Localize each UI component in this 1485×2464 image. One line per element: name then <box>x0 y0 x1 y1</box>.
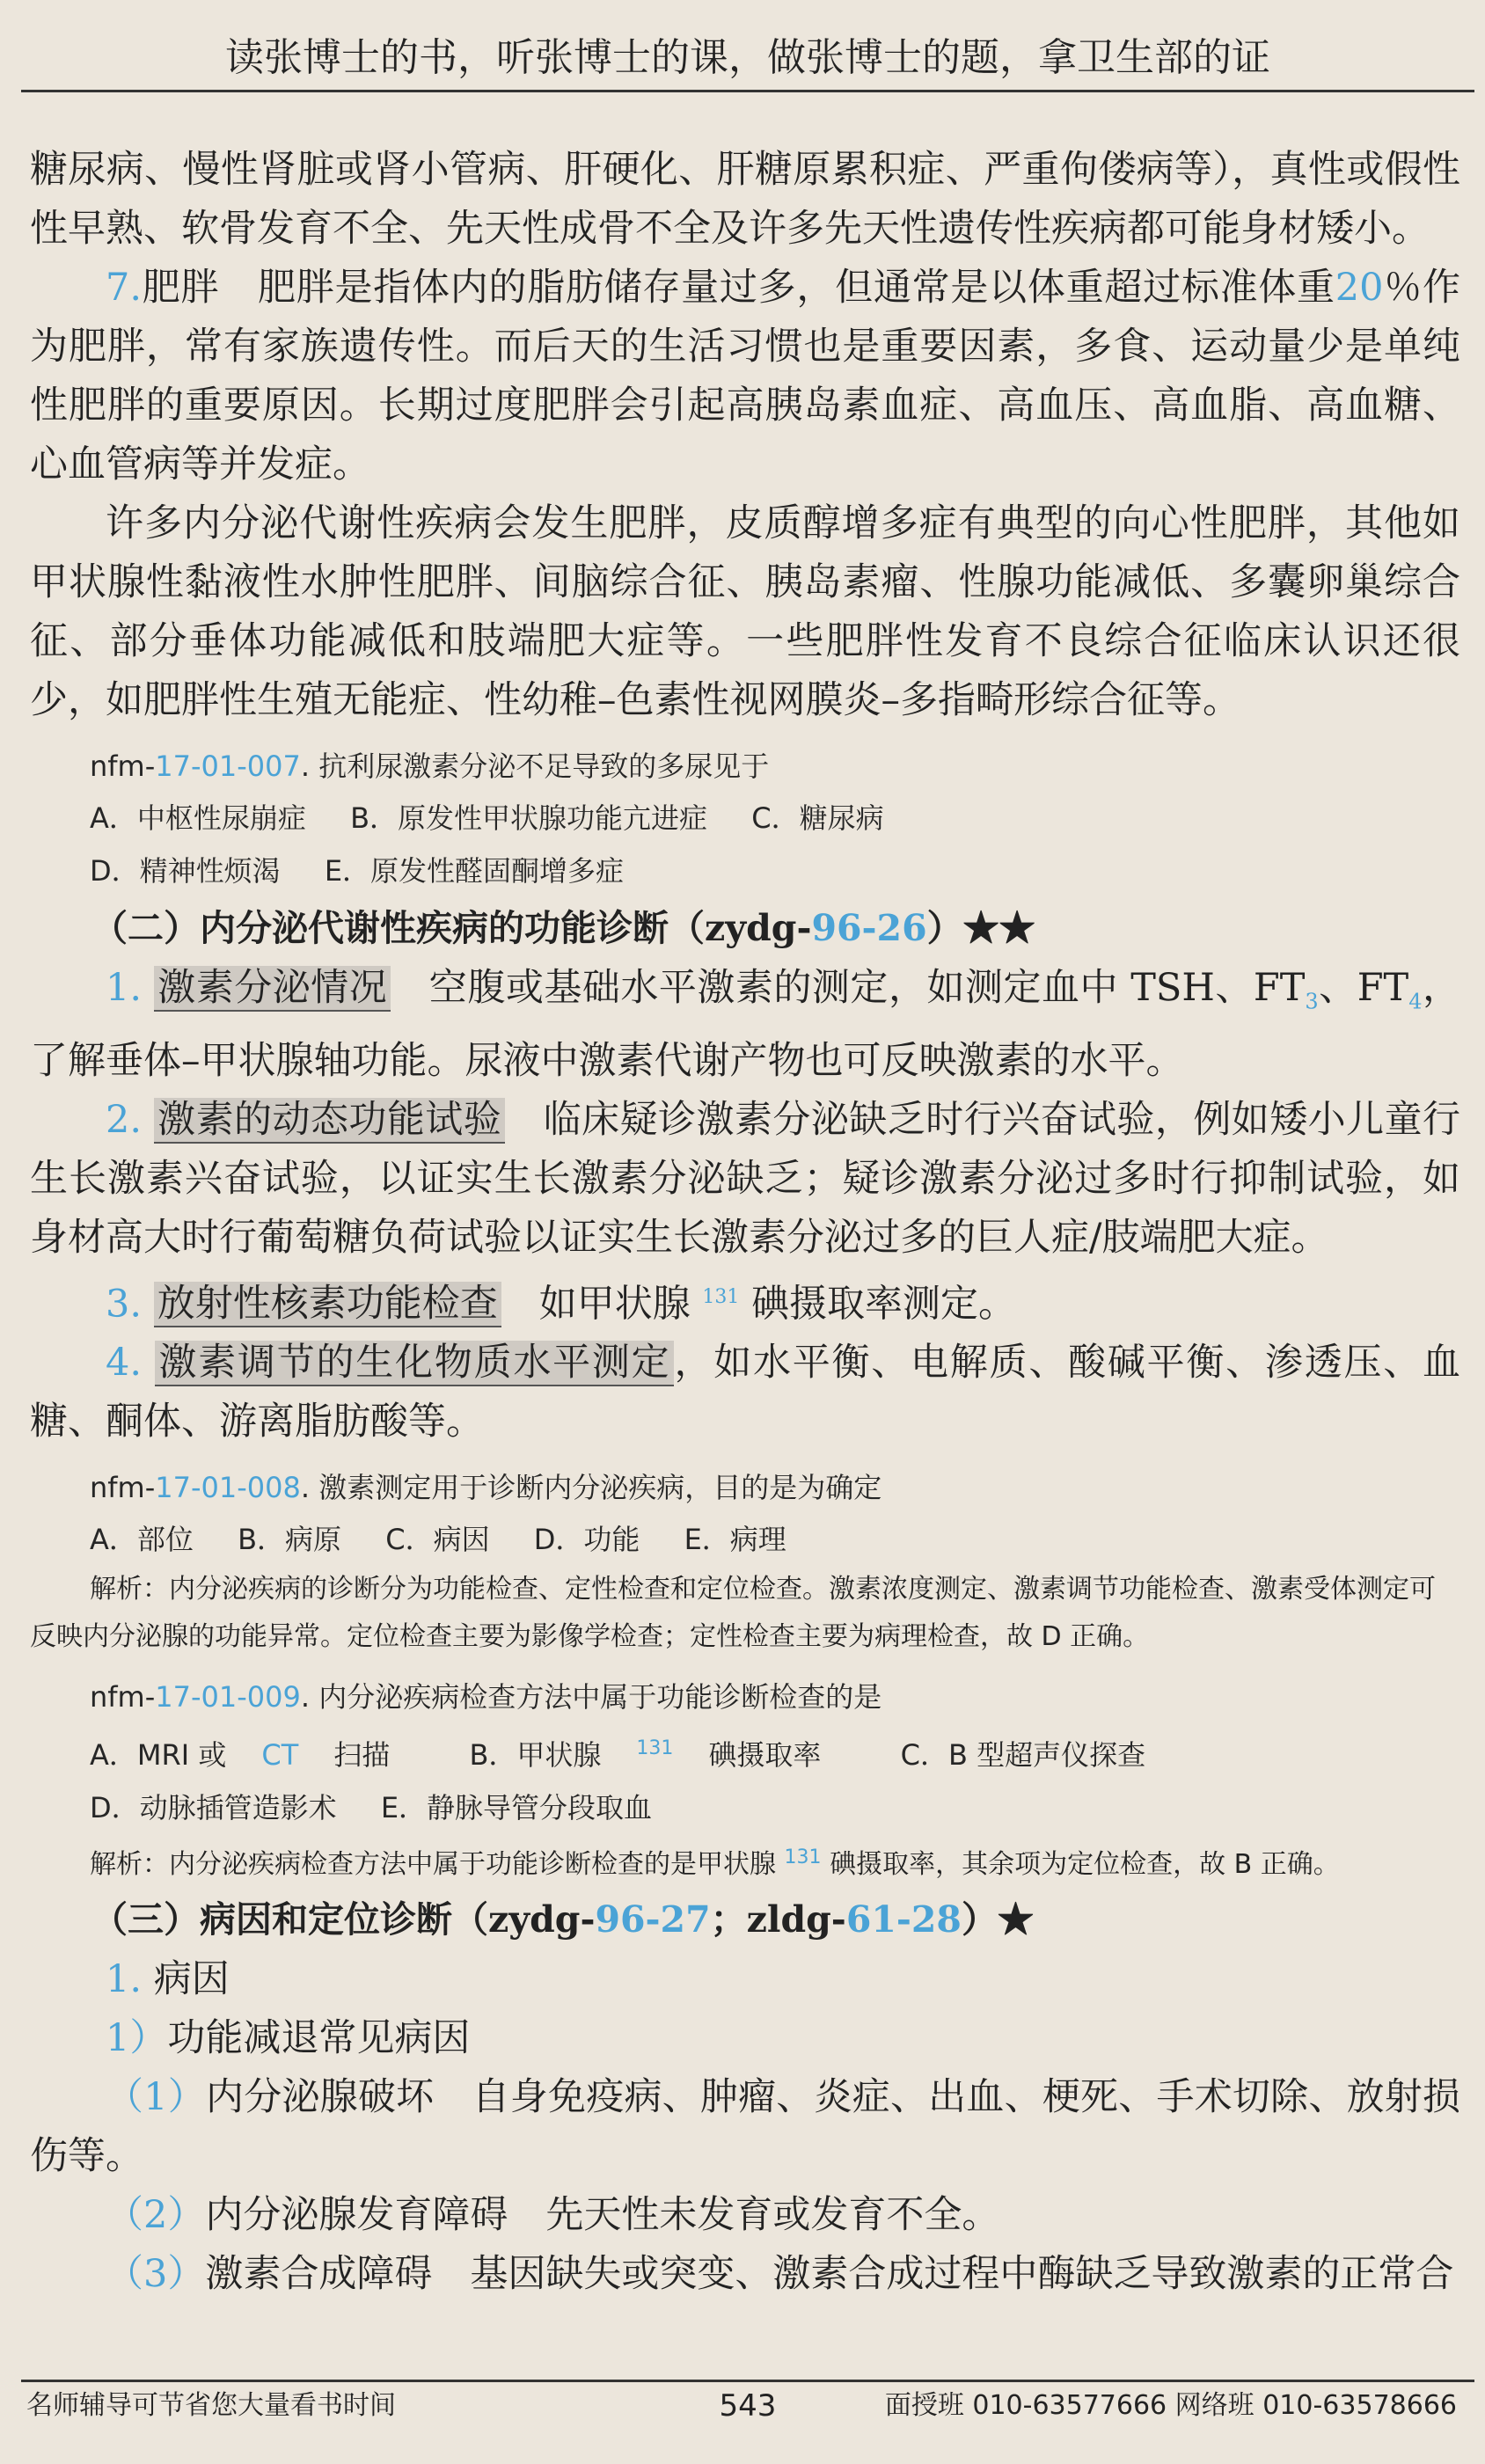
option-c: C．B 型超声仪探查 <box>900 1737 1146 1772</box>
item-dynamic-function-test: 2. 激素的动态功能试验 临床疑诊激素分泌缺乏时行兴奋试验，例如矮小儿童行生长激素兴奋试验，以证实生长激素分泌缺乏；疑诊激素分泌过多时行抑制试验，如身材高大时行葡萄糖负荷试验以证实生长激素分泌过多的巨人症/肢端肥大症。 <box>30 1097 1461 1260</box>
question-options-008 <box>30 1513 1460 1566</box>
item-radionuclide-test: 3. 放射性核素功能检查 如甲状腺 $^{131}$ 碘摄取率测定。 <box>106 1281 1017 1326</box>
option-e: E．病理 <box>684 1522 786 1556</box>
percent-value: 20 <box>1335 266 1384 310</box>
option-a: A．中枢性尿崩症 <box>90 801 306 835</box>
heading-etiology: 1. 病因 <box>106 1956 230 2001</box>
highlighted-term: 激素调节的生化物质水平测定 <box>155 1341 674 1386</box>
question-code: 17-01-009 <box>155 1679 301 1714</box>
footer-contact: 面授班 010-63577666 网络班 010-63578666 <box>884 2390 1457 2421</box>
item-biochemical-level: 4. 激素调节的生化物质水平测定，如水平衡、电解质、酸碱平衡、渗透压、血糖、酮体、游离脂肪酸等。 <box>30 1340 1461 1444</box>
question-options-007-row2 <box>30 844 1460 897</box>
page-footer <box>21 2380 1474 2426</box>
analysis-008: 解析：内分泌疾病的诊断分为功能检查、定性检查和定位检查。激素浓度测定、激素调节功能检查、激素受体测定可反映内分泌腺的功能异常。定位检查主要为影像学检查；定性检查主要为病理检查，故 D 正确。 <box>30 1573 1436 1652</box>
question-options-009-row2 <box>30 1781 1460 1834</box>
paragraph-obesity: 7.肥胖 肥胖是指体内的脂肪储存量过多，但通常是以体重超过标准体重20％作为肥胖，常有家族遗传性。而后天的生活习惯也是重要因素，多食、运动量少是单纯性肥胖的重要原因。长期过度肥胖会引起高胰岛素血症、高血压、高血脂、高血糖、心血管病等并发症。 <box>30 266 1461 486</box>
option-d: D．功能 <box>533 1522 640 1556</box>
analysis-009: 解析：内分泌疾病检查方法中属于功能诊断检查的是甲状腺 $^{131}$ 碘摄取率，其余项为定位检查，故 B 正确。 <box>90 1846 1340 1880</box>
paragraph-endocrine-obesity: 许多内分泌代谢性疾病会发生肥胖，皮质醇增多症有典型的向心性肥胖，其他如甲状腺性黏液性水肿性肥胖、间脑综合征、胰岛素瘤、性腺功能减低、多囊卵巢综合征、部分垂体功能减低和肢端肥大症等。一些肥胖性发育不良综合征临床认识还很少，如肥胖性生殖无能症、性幼稚–色素性视网膜炎–多指畸形综合征等。 <box>30 501 1460 722</box>
option-d: D．精神性烦渴 <box>90 854 281 888</box>
option-c: C．病因 <box>385 1522 490 1556</box>
cause-gland-dysplasia: （2）内分泌腺发育障碍 先天性未发育或发育不全。 <box>106 2192 1000 2237</box>
highlighted-term: 激素分泌情况 <box>154 966 391 1012</box>
page-number: 543 <box>719 2388 777 2424</box>
heading-hypofunction-causes: 1）功能减退常见病因 <box>106 2015 471 2060</box>
page-content <box>30 141 1460 2304</box>
item-hormone-secretion: 1. 激素分泌情况 空腹或基础水平激素的测定，如测定血中 TSH、$FT_3$、$FT_4$，了解垂体–甲状腺轴功能。尿液中激素代谢产物也可反映激素的水平。 <box>30 966 1461 1083</box>
question-stem-009: nfm-17-01-009. 内分泌疾病检查方法中属于功能诊断检查的是 <box>90 1679 882 1714</box>
option-a: A．部位 <box>90 1522 194 1556</box>
question-stem-008: nfm-17-01-008. 激素测定用于诊断内分泌疾病，目的是为确定 <box>90 1470 882 1504</box>
section-heading-functional-diagnosis: （二）内分泌代谢性疾病的功能诊断（zydg-96-26）★★ <box>91 907 1035 949</box>
highlighted-term: 激素的动态功能试验 <box>154 1098 505 1144</box>
footer-slogan: 名师辅导可节省您大量看书时间 <box>26 2390 396 2421</box>
option-b: B．原发性甲状腺功能亢进症 <box>350 801 708 835</box>
page-header <box>21 26 1474 92</box>
question-stem-007: nfm-17-01-007. 抗利尿激素分泌不足导致的多尿见于 <box>90 749 770 783</box>
option-c: C．糖尿病 <box>751 801 884 835</box>
highlighted-term: 放射性核素功能检查 <box>154 1282 501 1327</box>
option-e: E．静脉导管分段取血 <box>380 1790 653 1824</box>
option-b: B．甲状腺131碘摄取率 <box>469 1736 822 1772</box>
option-b: B．病原 <box>238 1522 342 1556</box>
cause-gland-destruction: （1）内分泌腺破坏 自身免疫病、肿瘤、炎症、出血、梗死、手术切除、放射损伤等。 <box>30 2074 1461 2178</box>
option-a: A．MRI 或CT扫描 <box>90 1737 391 1772</box>
question-options-009-row1 <box>30 1722 1460 1781</box>
cause-hormone-synthesis: （3）激素合成障碍 基因缺失或突变、激素合成过程中酶缺乏导致激素的正常合 <box>106 2251 1454 2296</box>
question-code: 17-01-008 <box>155 1470 301 1504</box>
option-d: D．动脉插管造影术 <box>90 1790 337 1824</box>
question-options-007-row1 <box>30 792 1460 844</box>
option-e: E．原发性醛固酮增多症 <box>324 854 625 888</box>
paragraph-short-stature-causes: 糖尿病、慢性肾脏或肾小管病、肝硬化、肝糖原累积症、严重佝偻病等），真性或假性性早熟、软骨发育不全、先天性成骨不全及许多先天性遗传性疾病都可能身材矮小。 <box>30 148 1460 251</box>
header-title: 读张博士的书，听张博士的课，做张博士的题，拿卫生部的证 <box>225 35 1270 80</box>
section-heading-etiology-localization: （三）病因和定位诊断（zydg-96-27；zldg-61-28）★ <box>91 1897 1034 1941</box>
item-number: 7. <box>106 266 143 310</box>
question-code: 17-01-007 <box>155 749 301 783</box>
